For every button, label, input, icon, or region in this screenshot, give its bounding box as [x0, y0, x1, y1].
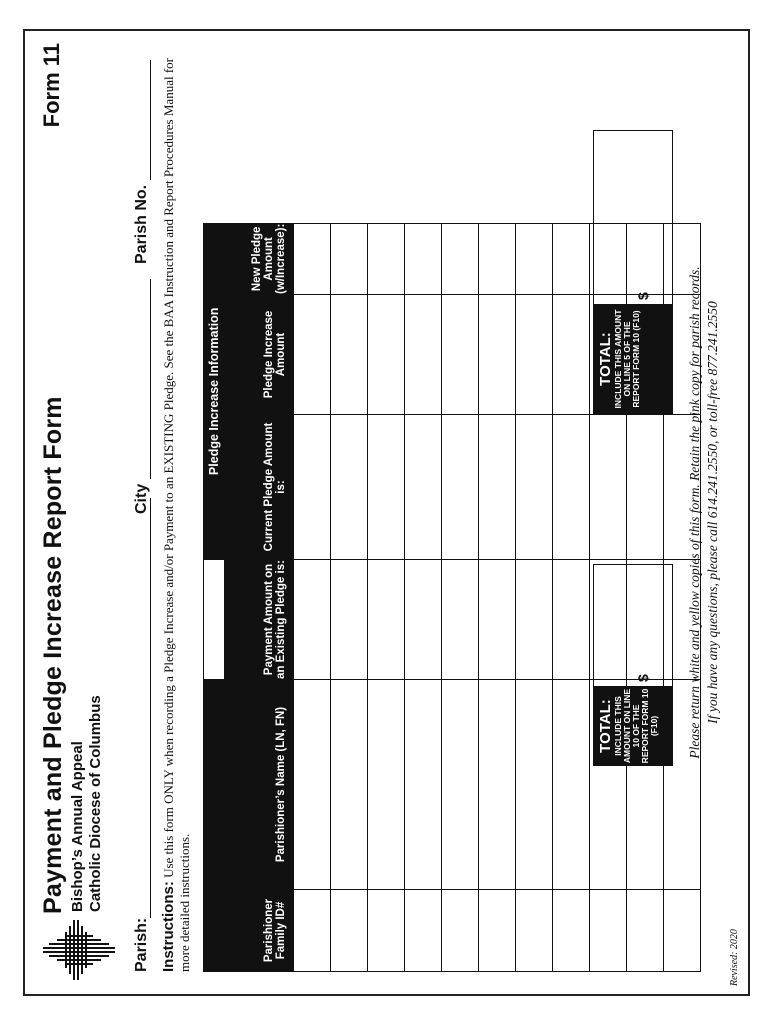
table-row [331, 223, 368, 971]
table-cell[interactable] [331, 295, 368, 415]
total-payment-note: INCLUDE THIS AMOUNT ON LINE 10 OF THE REPORT FORM 10 (F10) [613, 688, 659, 764]
form-sheet [23, 29, 750, 996]
column-header-new-pledge: New Pledge Amount (w/Increase): [225, 223, 294, 294]
table-cell[interactable] [590, 415, 627, 560]
column-header-pledge-increase: Pledge Increase Amount [225, 295, 294, 415]
table-row [442, 223, 479, 971]
column-header-payment-amount: Payment Amount on an Existing Pledge is: [225, 560, 294, 680]
table-cell[interactable] [294, 295, 331, 415]
table-cell[interactable] [516, 560, 553, 680]
diocese-name: Catholic Diocese of Columbus [87, 695, 104, 912]
table-cell[interactable] [405, 680, 442, 890]
table-cell[interactable] [294, 560, 331, 680]
column-header-current-pledge: Current Pledge Amount is: [225, 415, 294, 560]
rotated-form [25, 31, 748, 994]
table-row [294, 223, 331, 971]
parish-input-line[interactable] [136, 498, 151, 918]
table-row [479, 223, 516, 971]
total-payment-field[interactable] [593, 564, 673, 687]
parish-no-input-line[interactable] [136, 60, 151, 180]
table-cell[interactable] [553, 223, 590, 294]
total-increase-label: TOTAL: [597, 332, 614, 386]
table-cell[interactable] [479, 223, 516, 294]
table-cell[interactable] [368, 223, 405, 294]
total-payment-label-box [593, 686, 673, 766]
city-field[interactable] [133, 279, 151, 514]
table-cell[interactable] [405, 890, 442, 972]
footer-return-note: Please return white and yellow copies of this form. Retain the pink copy for parish records. [687, 266, 702, 759]
total-increase-label-box [593, 304, 673, 414]
table-cell[interactable] [331, 680, 368, 890]
table-cell[interactable] [405, 223, 442, 294]
appeal-name: Bishop’s Annual Appeal [69, 741, 86, 912]
table-cell[interactable] [442, 680, 479, 890]
column-header-name: Parishioner’s Name (LN, FN) [204, 680, 294, 890]
group-header-pledge-increase: Pledge Increase Information [204, 223, 225, 559]
city-input-line[interactable] [136, 279, 151, 479]
city-label: City [133, 483, 150, 514]
parish-field[interactable] [133, 498, 151, 972]
table-cell[interactable] [479, 415, 516, 560]
total-increase-note: INCLUDE THIS AMOUNT ON LINE 5 OF THE REPORT FORM 10 (F10) [613, 309, 641, 409]
table-cell[interactable] [516, 890, 553, 972]
table-cell[interactable] [368, 890, 405, 972]
table-cell[interactable] [331, 890, 368, 972]
table-cell[interactable] [553, 890, 590, 972]
table-row [405, 223, 442, 971]
table-cell[interactable] [516, 295, 553, 415]
table-cell[interactable] [553, 415, 590, 560]
table-cell[interactable] [479, 680, 516, 890]
table-cell[interactable] [479, 560, 516, 680]
table-cell[interactable] [442, 415, 479, 560]
table-cell[interactable] [627, 890, 664, 972]
table-cell[interactable] [405, 560, 442, 680]
table-cell[interactable] [294, 890, 331, 972]
total-increase-currency: $ [635, 292, 651, 300]
table-cell[interactable] [442, 295, 479, 415]
table-cell[interactable] [368, 295, 405, 415]
footer-contact-note: If you have any questions, please call 614.241.2550, or toll-free 877.241.2550 [705, 301, 720, 724]
header-spacer [204, 560, 225, 680]
table-cell[interactable] [553, 680, 590, 890]
table-cell[interactable] [516, 223, 553, 294]
table-cell[interactable] [479, 890, 516, 972]
table-cell[interactable] [331, 415, 368, 560]
table-row [553, 223, 590, 971]
table-cell[interactable] [627, 415, 664, 560]
table-row [516, 223, 553, 971]
table-cell[interactable] [294, 415, 331, 560]
table-cell[interactable] [553, 560, 590, 680]
total-payment-currency: $ [635, 674, 651, 682]
table-cell[interactable] [368, 560, 405, 680]
table-cell[interactable] [294, 223, 331, 294]
parish-no-label: Parish No. [133, 184, 150, 264]
column-header-family-id: Parishioner Family ID# [204, 890, 294, 972]
revised-date: Revised: 2020 [729, 929, 740, 986]
table-cell[interactable] [442, 560, 479, 680]
table-cell[interactable] [331, 223, 368, 294]
instructions [161, 42, 193, 972]
table-cell[interactable] [294, 680, 331, 890]
form-number: Form 11 [39, 43, 64, 128]
instructions-text: Use this form ONLY when recording a Pledge Increase and/or Payment to an EXISTING Pledge. See the BAA Instruction and Report Procedures Manual for more detailed instructions. [161, 58, 192, 972]
table-cell[interactable] [479, 295, 516, 415]
table-cell[interactable] [442, 223, 479, 294]
table-cell[interactable] [553, 295, 590, 415]
table-cell[interactable] [442, 890, 479, 972]
table-cell[interactable] [405, 415, 442, 560]
table-cell[interactable] [405, 295, 442, 415]
table-row [368, 223, 405, 971]
table-cell[interactable] [516, 680, 553, 890]
parish-label: Parish: [133, 917, 150, 972]
instructions-label: Instructions: [160, 881, 177, 972]
total-payment-label: TOTAL: [597, 699, 614, 753]
diocese-cross-logo-icon [43, 920, 115, 980]
table-cell[interactable] [331, 560, 368, 680]
parish-no-field[interactable] [133, 60, 151, 264]
table-cell[interactable] [516, 415, 553, 560]
table-cell[interactable] [590, 890, 627, 972]
total-increase-field[interactable] [593, 130, 673, 305]
table-cell[interactable] [368, 680, 405, 890]
form-title: Payment and Pledge Increase Report Form [39, 396, 67, 914]
table-cell[interactable] [368, 415, 405, 560]
